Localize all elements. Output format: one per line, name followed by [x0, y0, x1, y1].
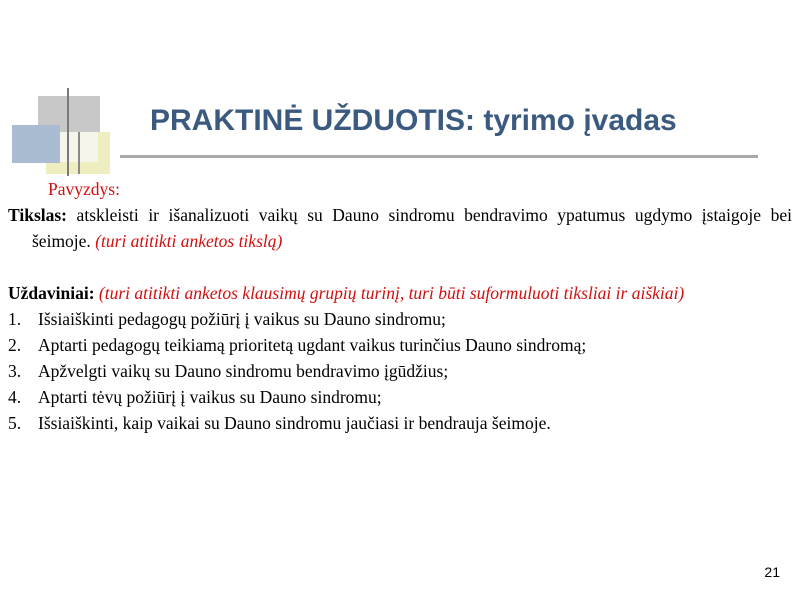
list-item-number: 4.: [8, 387, 22, 407]
goal-label: Tikslas:: [8, 205, 68, 225]
title-divider: [120, 155, 758, 158]
list-item-number: 2.: [8, 335, 22, 355]
goal-text: atskleisti ir išanalizuoti vaikų su Dauno sindromu bendravimo ypatumus ugdymo įstaigoje bei šeimoje.: [32, 205, 792, 251]
list-item-number: 5.: [8, 413, 22, 433]
list-item-text: Aptarti pedagogų teikiamą prioritetą ugdant vaikus turinčius Dauno sindromą;: [38, 335, 587, 355]
page-number: 21: [764, 564, 780, 580]
list-item: [8, 410, 792, 436]
list-item-text: Išsiaiškinti pedagogų požiūrį į vaikus su Dauno sindromu;: [38, 309, 446, 329]
tasks-paragraph: [8, 280, 792, 306]
decorative-square-blue: [12, 125, 60, 163]
spacer: [8, 254, 792, 280]
tasks-list: [8, 306, 792, 436]
list-item-number: 1.: [8, 309, 22, 329]
list-item: [8, 358, 792, 384]
list-item: [8, 384, 792, 410]
tasks-note: (turi atitikti anketos klausimų grupių turinį, turi būti suformuluoti tiksliai ir aiškiai): [94, 283, 685, 303]
example-label: Pavyzdys:: [48, 179, 120, 199]
decorative-line-vertical: [67, 88, 69, 176]
decorative-line-vertical-2: [78, 132, 80, 174]
list-item: [8, 332, 792, 358]
slide-body: [8, 176, 792, 436]
goal-paragraph: [8, 202, 792, 254]
list-item-text: Išsiaiškinti, kaip vaikai su Dauno sindromu jaučiasi ir bendrauja šeimoje.: [38, 413, 551, 433]
list-item-text: Aptarti tėvų požiūrį į vaikus su Dauno sindromu;: [38, 387, 382, 407]
slide-title: PRAKTINĖ UŽDUOTIS: tyrimo įvadas: [150, 104, 677, 137]
list-item-text: Apžvelgti vaikų su Dauno sindromu bendravimo įgūdžius;: [38, 361, 449, 381]
tasks-label: Uždaviniai:: [8, 283, 95, 303]
list-item: [8, 306, 792, 332]
list-item-number: 3.: [8, 361, 22, 381]
goal-note: (turi atitikti anketos tikslą): [95, 231, 283, 251]
